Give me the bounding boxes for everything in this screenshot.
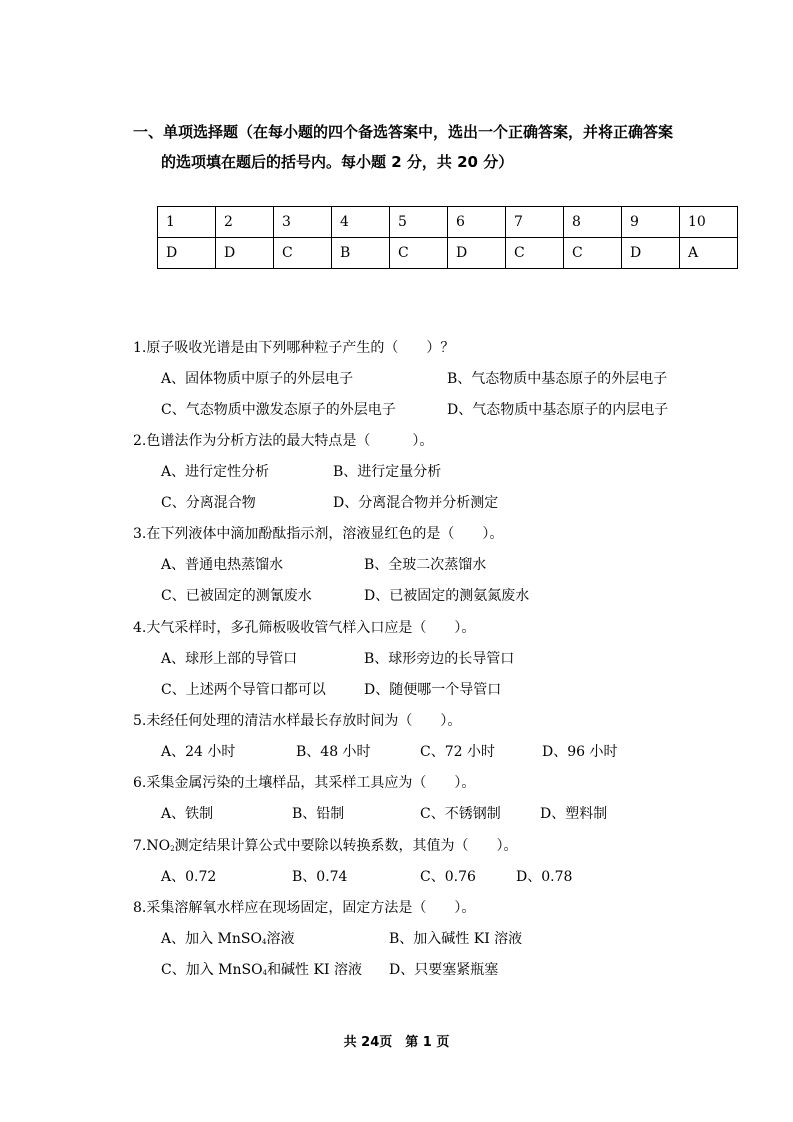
question-6-option-a: A、铁制 <box>161 806 214 822</box>
answer-cell: C <box>506 238 564 269</box>
question-8-option-c-prefix: C、加入 MnSO <box>161 962 263 978</box>
question-3-option-b: B、全玻二次蒸馏水 <box>364 557 487 573</box>
question-1-option-b: B、气态物质中基态原子的外层电子 <box>447 371 668 387</box>
question-3-stem: 3.在下列液体中滴加酚酞指示剂，溶液显红色的是（ ）。 <box>133 526 504 542</box>
question-5-option-a: A、24 小时 <box>161 744 236 760</box>
question-7-option-a: A、0.72 <box>161 869 217 885</box>
question-1-option-d: D、气态物质中基态原子的内层电子 <box>447 402 669 418</box>
question-number-cell: 7 <box>506 207 564 238</box>
question-2-option-d: D、分离混合物并分析测定 <box>333 495 499 511</box>
question-5-option-d: D、96 小时 <box>542 744 618 760</box>
question-4-option-c: C、上述两个导管口都可以 <box>161 682 326 698</box>
question-2-option-b: B、进行定量分析 <box>333 464 442 480</box>
answer-cell: D <box>622 238 680 269</box>
answer-cell: D <box>448 238 506 269</box>
question-number-cell: 2 <box>216 207 274 238</box>
question-8-option-a-prefix: A、加入 MnSO <box>161 931 262 947</box>
question-3-option-a: A、普通电热蒸馏水 <box>161 557 284 573</box>
answer-table <box>157 206 738 269</box>
question-8-option-a-subscript: 4 <box>261 938 267 946</box>
question-6-option-d: D、塑料制 <box>540 806 608 822</box>
answer-table-answer-row <box>158 238 738 269</box>
question-4-stem: 4.大气采样时，多孔筛板吸收管气样入口应是（ ）。 <box>133 620 476 636</box>
question-2-option-a: A、进行定性分析 <box>161 464 270 480</box>
question-number-cell: 9 <box>622 207 680 238</box>
question-7-option-c: C、0.76 <box>420 869 476 885</box>
question-2-option-c: C、分离混合物 <box>161 495 256 511</box>
question-number-cell: 1 <box>158 207 216 238</box>
question-number-cell: 8 <box>564 207 622 238</box>
question-6-option-c: C、不锈钢制 <box>420 806 501 822</box>
question-2-stem: 2.色谱法作为分析方法的最大特点是（ ）。 <box>133 433 434 449</box>
section-title-line2: 的选项填在题后的括号内。每小题 2 分，共 20 分） <box>161 153 514 171</box>
question-8-stem: 8.采集溶解氧水样应在现场固定，固定方法是（ ）。 <box>133 900 476 916</box>
question-8-option-a <box>161 929 294 952</box>
question-number-cell: 4 <box>332 207 390 238</box>
question-4-option-b: B、球形旁边的长导管口 <box>364 651 515 667</box>
question-3-option-c: C、已被固定的测氰废水 <box>161 588 312 604</box>
question-6-option-b: B、铅制 <box>292 806 345 822</box>
question-7-option-d: D、0.78 <box>516 869 573 885</box>
question-1-option-c: C、气态物质中激发态原子的外层电子 <box>161 402 396 418</box>
question-number-cell: 3 <box>274 207 332 238</box>
question-6-stem: 6.采集金属污染的土壤样品，其采样工具应为（ ）。 <box>133 775 476 791</box>
question-number-cell: 10 <box>680 207 738 238</box>
question-8-option-c-suffix: 和碱性 KI 溶液 <box>267 962 362 978</box>
question-3-option-d: D、已被固定的测氨氮废水 <box>364 588 530 604</box>
answer-cell: D <box>158 238 216 269</box>
question-8-option-a-suffix: 溶液 <box>266 931 295 947</box>
question-7-stem-prefix: 7.NO <box>133 838 171 854</box>
section-title-line1: 一、单项选择题（在每小题的四个备选答案中，选出一个正确答案，并将正确答案 <box>133 123 674 141</box>
question-8-option-c-subscript: 4 <box>262 969 268 977</box>
question-7-option-b: B、0.74 <box>292 869 348 885</box>
question-number-cell: 5 <box>390 207 448 238</box>
question-7-stem <box>133 836 518 859</box>
answer-cell: A <box>680 238 738 269</box>
answer-cell: B <box>332 238 390 269</box>
question-5-option-c: C、72 小时 <box>420 744 495 760</box>
answer-cell: C <box>274 238 332 269</box>
question-8-option-c <box>161 960 362 983</box>
answer-table-number-row <box>158 207 738 238</box>
question-7-stem-subscript: 2 <box>170 845 175 853</box>
page-footer: 共 24页 第 1 页 <box>343 1035 450 1050</box>
answer-cell: C <box>390 238 448 269</box>
answer-cell: C <box>564 238 622 269</box>
question-8-option-b: B、加入碱性 KI 溶液 <box>389 931 523 947</box>
question-4-option-a: A、球形上部的导管口 <box>161 651 298 667</box>
section-title <box>133 117 713 177</box>
question-1-option-a: A、固体物质中原子的外层电子 <box>161 371 354 387</box>
question-7-stem-suffix: 测定结果计算公式中要除以转换系数，其值为（ ）。 <box>174 838 518 854</box>
question-8-option-d: D、只要塞紧瓶塞 <box>389 962 499 978</box>
question-number-cell: 6 <box>448 207 506 238</box>
question-1-stem: 1.原子吸收光谱是由下列哪种粒子产生的（ ）？ <box>133 340 455 356</box>
question-5-option-b: B、48 小时 <box>296 744 371 760</box>
question-5-stem: 5.未经任何处理的清洁水样最长存放时间为（ ）。 <box>133 713 462 729</box>
question-4-option-d: D、随便哪一个导管口 <box>364 682 502 698</box>
answer-cell: D <box>216 238 274 269</box>
